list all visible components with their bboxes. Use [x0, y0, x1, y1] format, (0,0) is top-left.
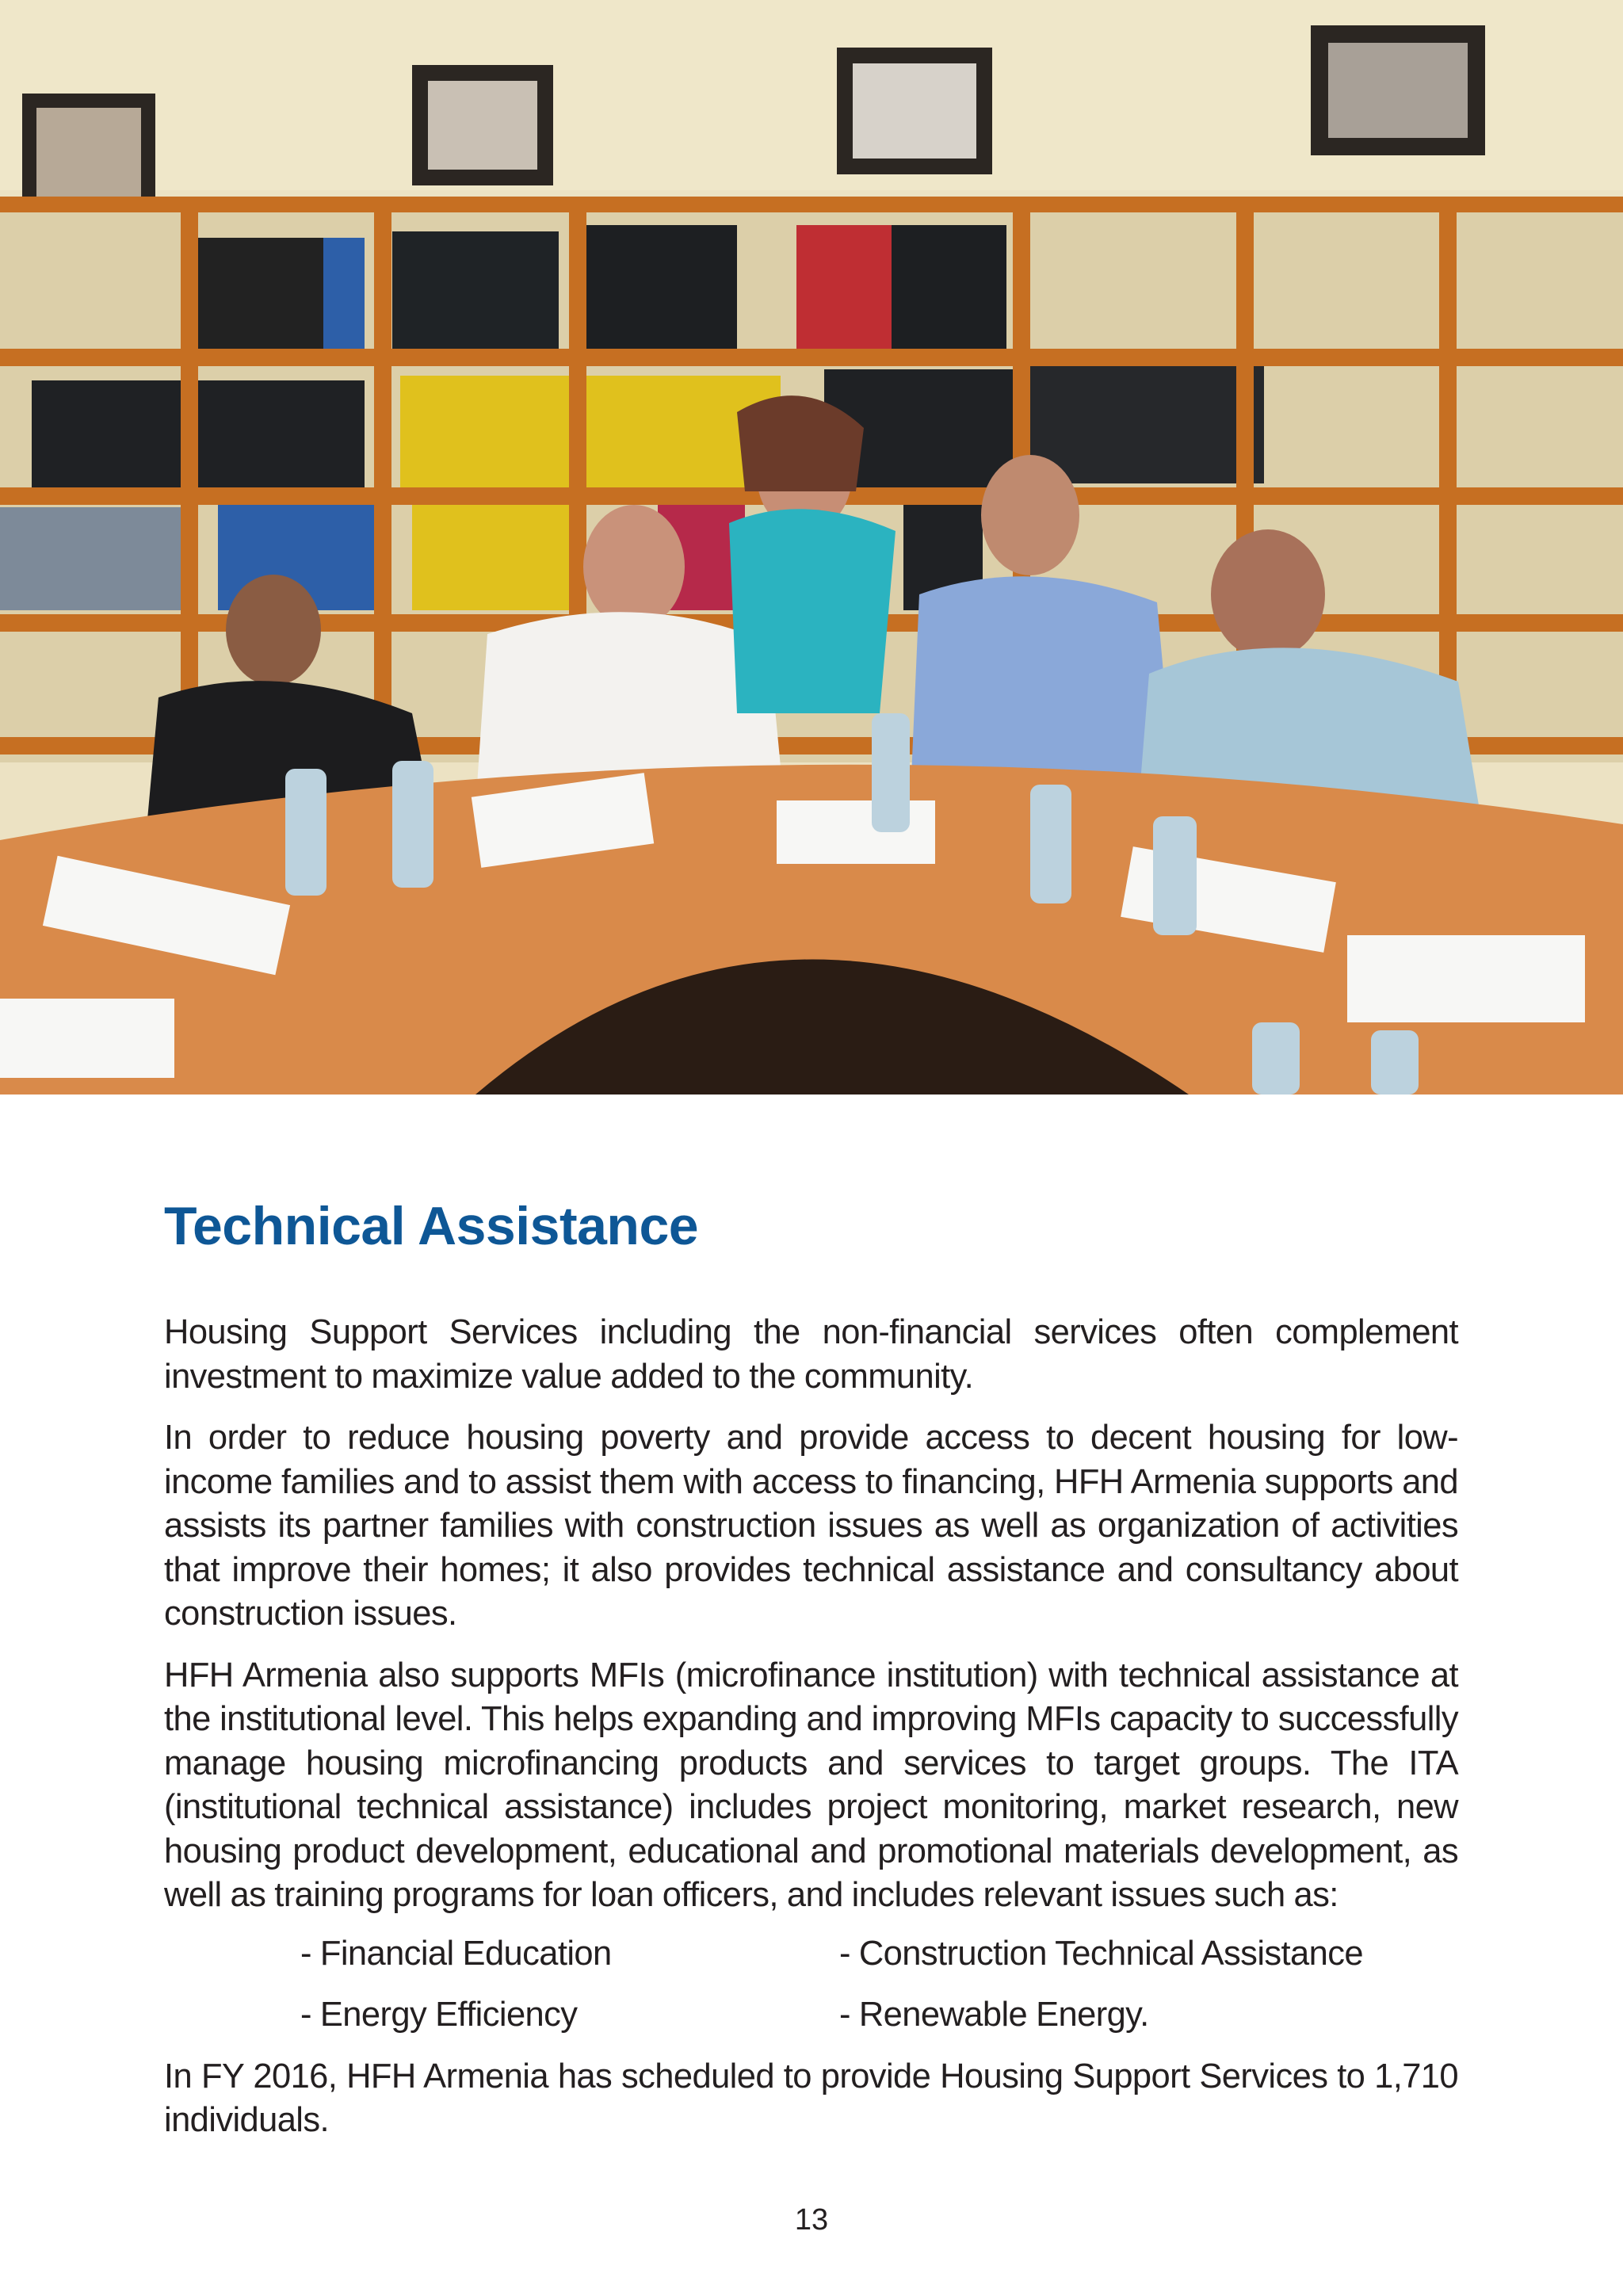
paragraph-2: In order to reduce housing poverty and provide access to decent housing for low-income families and to assist them with access to financing, HFH Armenia supports and assists its partner families with construction issues as well as organization of activities that improve their homes; it also provides technical assistance and consultancy about construction issues. [164, 1419, 1458, 1633]
list-item: - Financial Education [300, 1934, 612, 1973]
paragraph-3: HFH Armenia also supports MFIs (microfinance institution) with technical assistance at the institutional level. This helps expanding and improving MFIs capacity to successfully manage housing microfinancing products and services to target groups. The ITA (institutional technical assistance) includes project monitoring, market research, new housing product development, educational and promotional materials development, as well as training programs for loan officers, and includes relevant issues such as: [164, 1656, 1458, 1914]
binders-row-1 [198, 225, 1006, 349]
list-item: - Renewable Energy. [839, 1996, 1149, 2034]
list-item: - Construction Technical Assistance [839, 1934, 1363, 1973]
list-item: - Energy Efficiency [300, 1996, 578, 2034]
header-photo [0, 0, 1623, 1095]
paragraph-1: Housing Support Services including the non-financial services often complement investment to maximize value added to the community. [164, 1313, 1458, 1396]
closing-paragraph: In FY 2016, HFH Armenia has scheduled to provide Housing Support Services to 1,710 individuals. [164, 2057, 1458, 2139]
page-number: 13 [794, 2203, 829, 2237]
page-title: Technical Assistance [164, 1196, 699, 1256]
issues-list [300, 1932, 1458, 2038]
body-text [164, 1311, 1458, 2160]
meeting-photo-illustration [0, 0, 1623, 1095]
